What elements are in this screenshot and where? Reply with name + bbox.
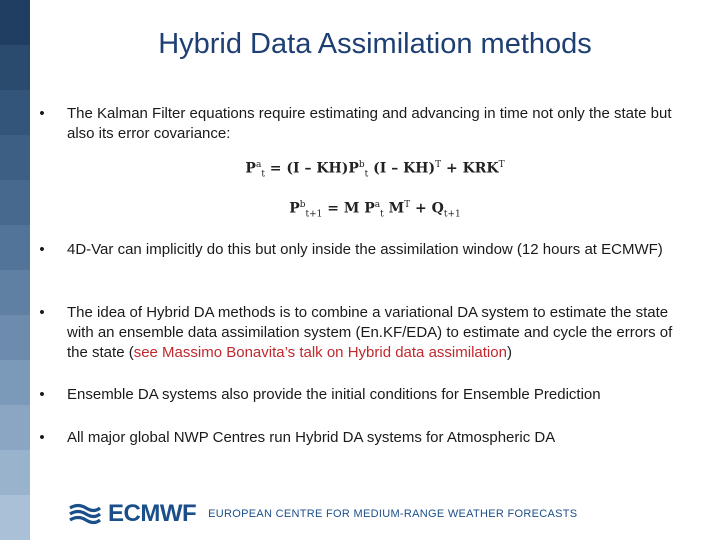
sidebar-segment (0, 180, 30, 225)
eq-superscript: b (358, 160, 365, 170)
eq-term: + Q (410, 200, 444, 217)
eq-subscript: t+1 (443, 209, 461, 220)
bullet-text-segment: The idea of Hybrid DA methods is to combine a variational DA system to estimate the state with an ensemble data assimilation system (En.KF/EDA) to estimate and cycle the errors of the state ( (67, 304, 673, 361)
eq-subscript: t (380, 209, 384, 220)
sidebar-segment (0, 315, 30, 360)
bullet-text: The Kalman Filter equations require estimating and advancing in time not only the state but also its error covariance: (67, 105, 672, 142)
organization-name: EUROPEAN CENTRE FOR MEDIUM-RANGE WEATHER FORECASTS (208, 508, 578, 520)
ecmwf-logo-icon (68, 503, 102, 525)
bullet-dot: • (39, 386, 45, 403)
bullet-text-segment: ) (506, 344, 512, 361)
eq-term: = M P (322, 200, 375, 217)
bullet-hybrid-idea (30, 303, 680, 365)
talk-reference-link[interactable]: see Massimo Bonavita’s talk on Hybrid data assimilation (133, 344, 507, 361)
bullet-dot: • (39, 429, 45, 446)
slide-title: Hybrid Data Assimilation methods (158, 28, 592, 60)
eq-symbol: P (289, 200, 300, 217)
eq-superscript: T (498, 160, 505, 170)
bullet-text: 4D-Var can implicitly do this but only inside the assimilation window (12 hours at ECMWF) (67, 241, 663, 258)
eq-superscript: T (404, 200, 411, 210)
bullet-dot: • (39, 105, 45, 122)
logo-wordmark: ECMWF (108, 500, 197, 527)
bullet-dot: • (39, 241, 45, 258)
eq-term: M (383, 200, 405, 217)
sidebar-segment (0, 0, 30, 45)
equation-forecast-covariance (30, 200, 720, 219)
sidebar-segment (0, 135, 30, 180)
sidebar-segment (0, 90, 30, 135)
sidebar-segment (0, 270, 30, 315)
eq-superscript: a (374, 200, 381, 210)
bullet-ensemble-da (30, 385, 680, 405)
bullet-text (67, 303, 680, 363)
eq-symbol: P (245, 160, 256, 177)
eq-subscript: t+1 (305, 209, 323, 220)
footer-branding (68, 500, 577, 528)
sidebar-segment (0, 450, 30, 495)
eq-term: = (I – KH)P (264, 160, 359, 177)
sidebar-segment (0, 360, 30, 405)
eq-superscript: T (435, 160, 442, 170)
eq-subscript: t (364, 169, 369, 180)
bullet-text: Ensemble DA systems also provide the initial conditions for Ensemble Prediction (67, 386, 601, 403)
eq-term: (I – KH) (368, 160, 436, 177)
sidebar-segment (0, 225, 30, 270)
bullet-text: All major global NWP Centres run Hybrid DA systems for Atmospheric DA (67, 429, 556, 446)
sidebar-segment (0, 495, 30, 540)
sidebar-segment (0, 45, 30, 90)
eq-superscript: a (255, 160, 262, 170)
bullet-kalman-filter (30, 104, 680, 146)
eq-term: + KRK (441, 160, 499, 177)
equation-analysis-covariance (30, 160, 720, 179)
bullet-nwp-centres (30, 428, 680, 448)
bullet-4dvar (30, 240, 680, 282)
sidebar-segment (0, 405, 30, 450)
sidebar-color-bar (0, 0, 30, 540)
eq-subscript: t (261, 169, 265, 180)
eq-superscript: b (299, 200, 306, 210)
bullet-dot: • (39, 304, 45, 321)
